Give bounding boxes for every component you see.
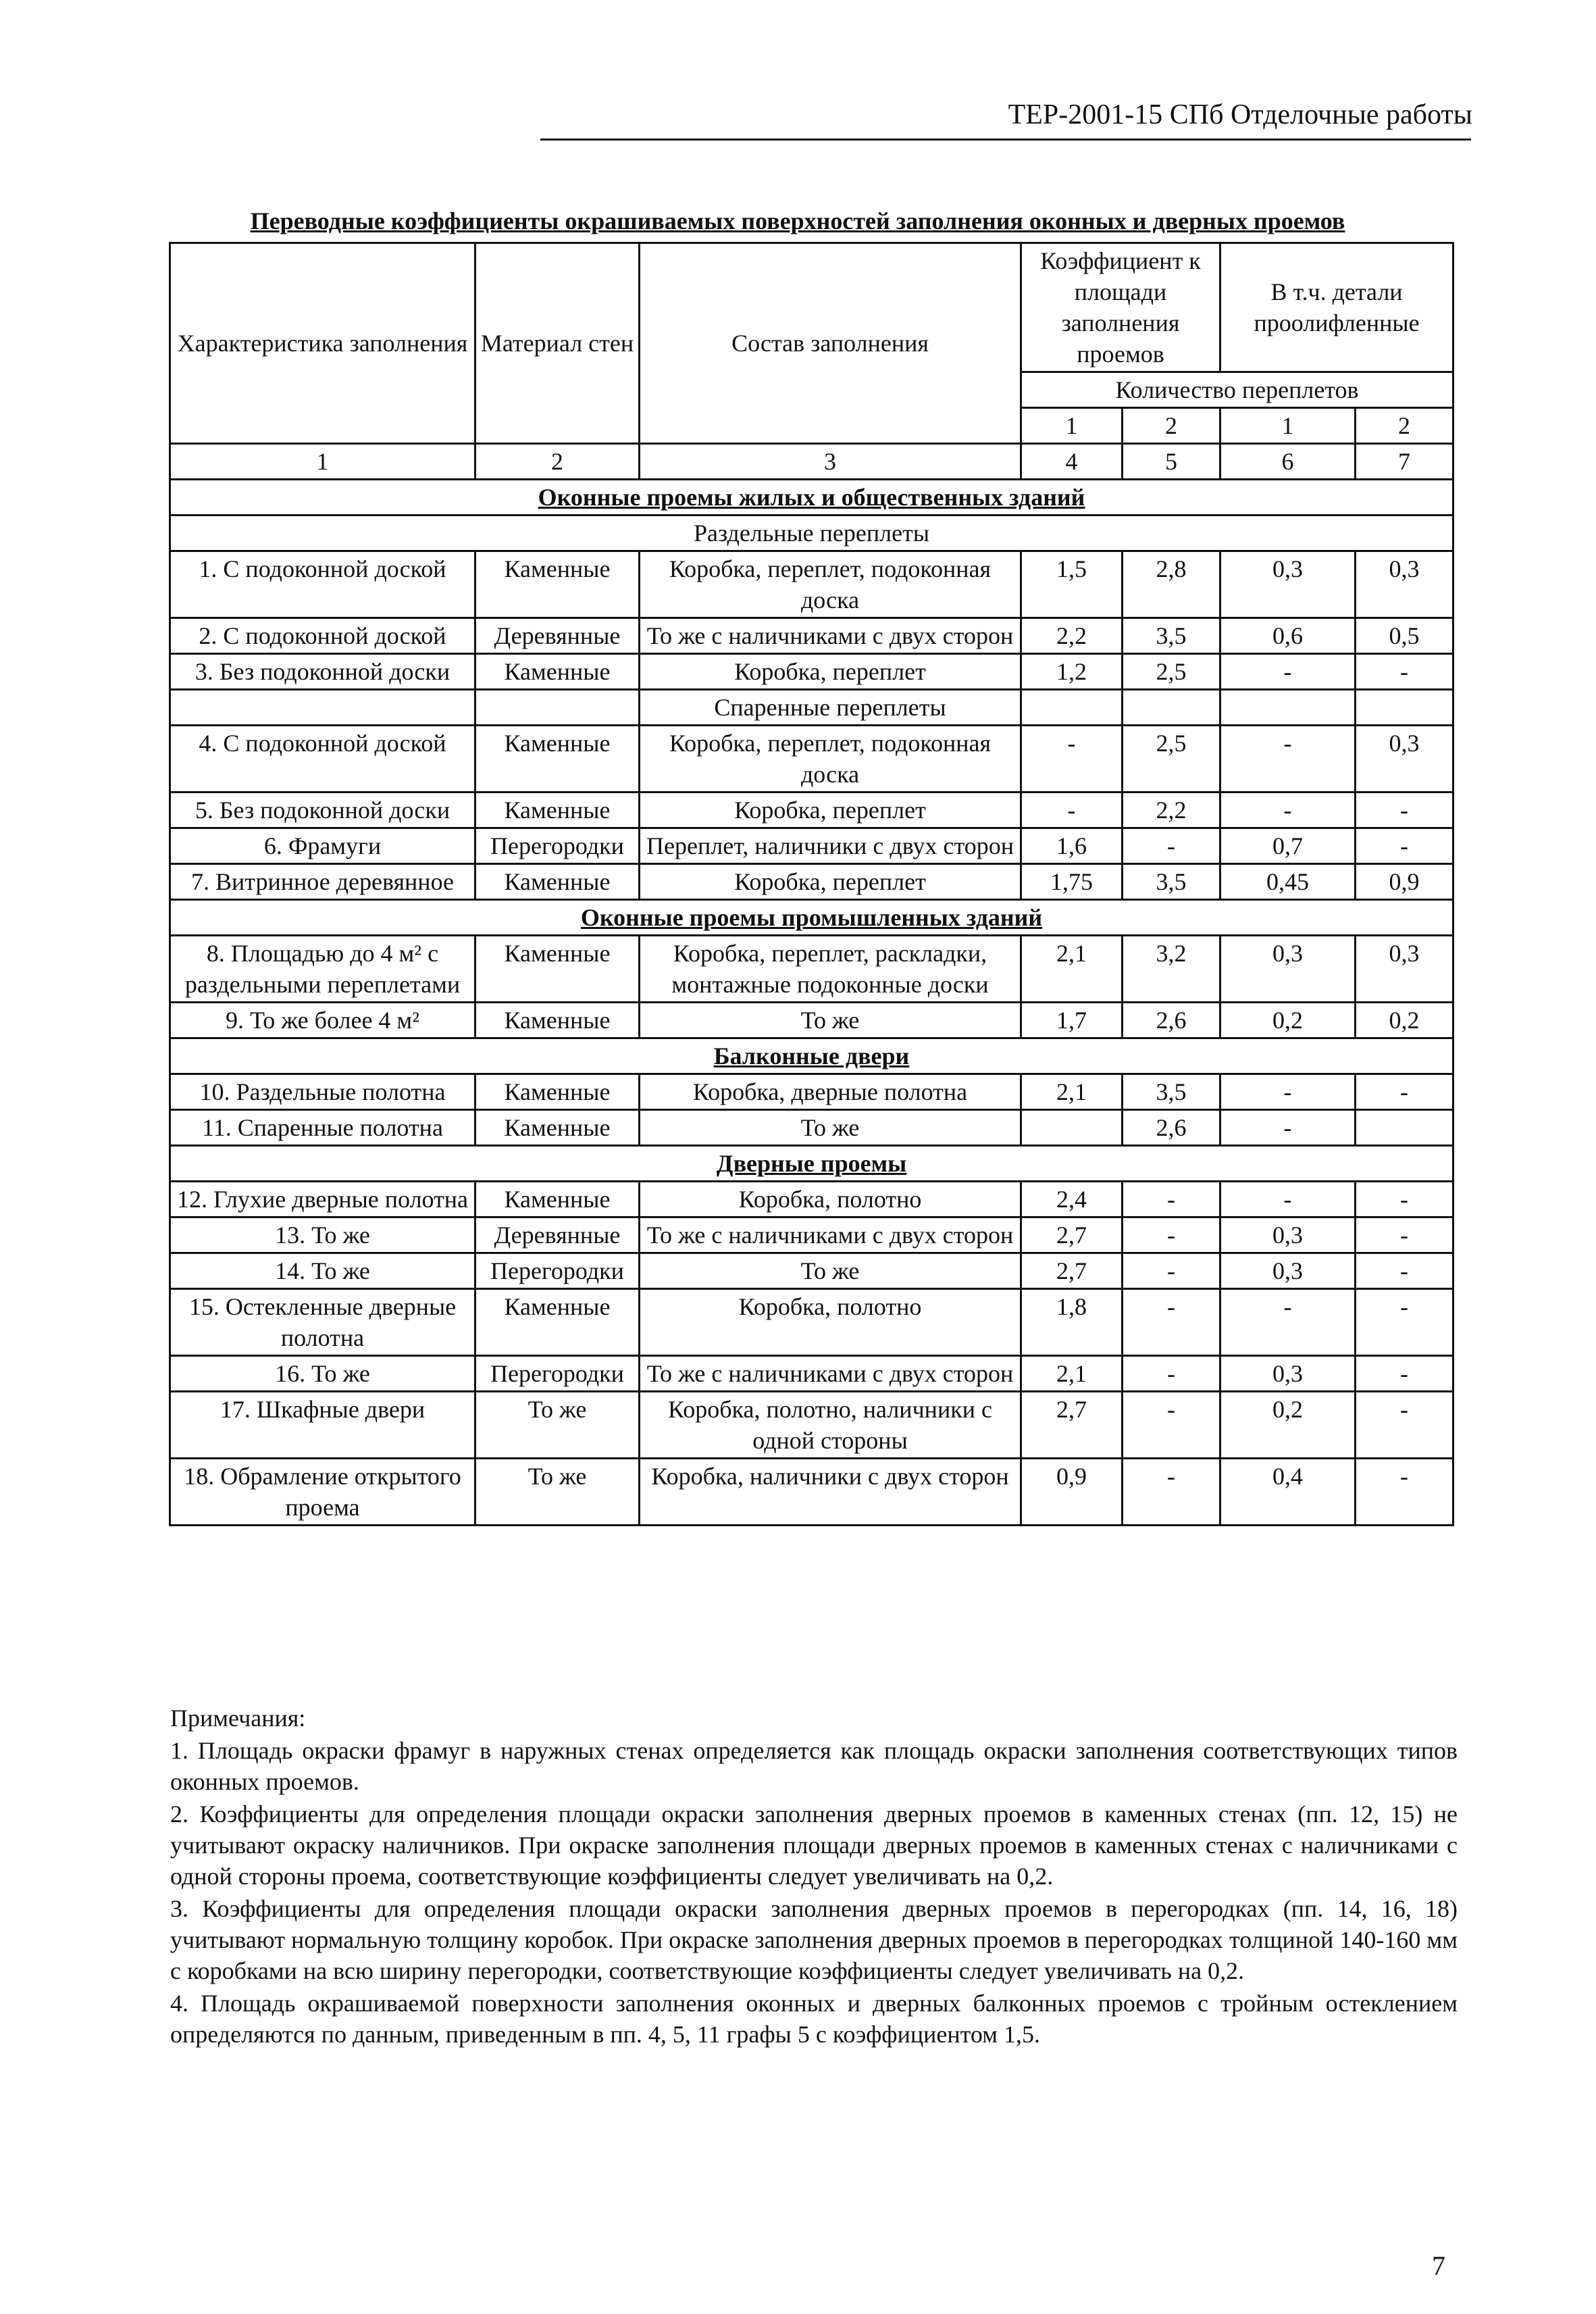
cell-composition: То же [640,1253,1021,1289]
cell-value: - [1021,793,1123,828]
cell-material: Перегородки [475,1253,640,1289]
cell-value: 2,7 [1021,1253,1123,1289]
cell-value: 2,6 [1123,1003,1220,1038]
cell-value: 0,9 [1356,864,1453,900]
cell-material: Деревянные [475,1217,640,1253]
cell-value: 1,5 [1021,551,1123,618]
cell-value: 2,6 [1123,1110,1220,1146]
cell-material: Каменные [475,654,640,690]
col-number: 1 [170,444,475,480]
table-row [170,864,1453,900]
table-row [170,1392,1453,1459]
table-row [170,793,1453,828]
cell-value: 0,3 [1220,551,1356,618]
col-header-count: Количество переплетов [1021,372,1453,408]
cell-composition: Коробка, переплет, подоконная доска [640,551,1021,618]
col-number: 3 [640,444,1021,480]
cell-value: 1,8 [1021,1289,1123,1356]
cell-characteristic: 7. Витринное деревянное [170,864,475,900]
table-row [170,1182,1453,1217]
cell-value: 3,2 [1123,936,1220,1003]
cell-value: - [1123,1182,1220,1217]
cell-composition: Переплет, наличники с двух сторон [640,828,1021,864]
table-row [170,1074,1453,1110]
cell-value: - [1356,1459,1453,1526]
col-number: 5 [1123,444,1220,480]
cell-value: - [1356,1356,1453,1392]
col-number: 4 [1021,444,1123,480]
subsection-heading: Спаренные переплеты [640,690,1021,726]
cell-value: 0,3 [1356,936,1453,1003]
document-header: ТЕР-2001-15 СПб Отделочные работы [1008,99,1472,130]
section-heading-text: Оконные проемы жилых и общественных зданий [538,484,1085,511]
table-row [170,1217,1453,1253]
notes-heading: Примечания: [170,1705,306,1732]
cell-characteristic: 17. Шкафные двери [170,1392,475,1459]
cell-material: Каменные [475,1003,640,1038]
cell-composition: Коробка, переплет [640,864,1021,900]
cell-value: 2,2 [1021,618,1123,654]
cell-value: 0,3 [1356,551,1453,618]
cell-value [1021,1110,1123,1146]
cell-value: 3,5 [1123,618,1220,654]
cell-material: Перегородки [475,828,640,864]
col-number: 6 [1220,444,1356,480]
cell-value: 2,8 [1123,551,1220,618]
cell-material: Каменные [475,551,640,618]
header-row [170,243,1453,372]
table-row [170,654,1453,690]
cell-value: - [1356,793,1453,828]
cell-value: - [1220,793,1356,828]
col-header-characteristic: Характеристика заполнения [170,243,475,444]
cell-value: - [1220,1074,1356,1110]
cell-value: 2,7 [1021,1392,1123,1459]
cell-characteristic: 11. Спаренные полотна [170,1110,475,1146]
cell-value: 1,6 [1021,828,1123,864]
cell-value: - [1356,1392,1453,1459]
cell-value: 0,2 [1356,1003,1453,1038]
cell-composition: Коробка, полотно [640,1182,1021,1217]
section-heading [170,480,1453,515]
table-row [170,936,1453,1003]
cell-characteristic: 16. То же [170,1356,475,1392]
cell-composition: Коробка, полотно [640,1289,1021,1356]
cell-composition: Коробка, переплет, раскладки, монтажные подоконные доски [640,936,1021,1003]
cell-material: Каменные [475,936,640,1003]
cell-value: 0,2 [1220,1003,1356,1038]
subsection-row [170,690,1453,726]
section-heading [170,1146,1453,1182]
cell-value: 2,2 [1123,793,1220,828]
subsection-heading: Раздельные переплеты [170,515,1453,551]
cell-material: То же [475,1392,640,1459]
cell-value: 2,1 [1021,936,1123,1003]
note-item: 2. Коэффициенты для определения площади окраски заполнения дверных проемов в каменных стенах (пп. 12, 15) не учитывают окраску наличников. При окраске заполнения площади дверных проемов в каменных стенах с наличниками с одной стороны проема, соответствующие коэффициенты следует увеличивать на 0,2. [170,1801,1458,1890]
cell-value: - [1220,726,1356,793]
cell-characteristic: 15. Остекленные дверные полотна [170,1289,475,1356]
cell-value: 1,75 [1021,864,1123,900]
cell-value: 0,45 [1220,864,1356,900]
table-row [170,1289,1453,1356]
cell-composition: Коробка, переплет, подоконная доска [640,726,1021,793]
cell-value: 3,5 [1123,1074,1220,1110]
section-row [170,900,1453,936]
section-row [170,1038,1453,1074]
cell-value: - [1356,1217,1453,1253]
col-subheader: 1 [1220,408,1356,444]
cell-value: 1,2 [1021,654,1123,690]
cell-value: - [1123,1253,1220,1289]
cell-value: - [1356,1182,1453,1217]
cell-composition: То же с наличниками с двух сторон [640,1356,1021,1392]
cell-value: - [1123,1459,1220,1526]
section-row [170,1146,1453,1182]
empty-cell [1356,690,1453,726]
cell-characteristic: 1. С подоконной доской [170,551,475,618]
cell-value: 0,2 [1220,1392,1356,1459]
col-subheader: 2 [1356,408,1453,444]
cell-characteristic: 12. Глухие дверные полотна [170,1182,475,1217]
cell-value: - [1123,1289,1220,1356]
table-row [170,1003,1453,1038]
table-row [170,828,1453,864]
cell-characteristic: 4. С подоконной доской [170,726,475,793]
cell-material: Каменные [475,793,640,828]
cell-characteristic: 18. Обрамление открытого проема [170,1459,475,1526]
cell-characteristic: 6. Фрамуги [170,828,475,864]
cell-value: 2,5 [1123,654,1220,690]
table-row [170,551,1453,618]
cell-value [1356,1110,1453,1146]
cell-value: - [1220,1182,1356,1217]
cell-composition: Коробка, переплет [640,793,1021,828]
cell-value: - [1356,654,1453,690]
cell-value: 0,3 [1220,936,1356,1003]
cell-material: Каменные [475,864,640,900]
cell-value: 0,4 [1220,1459,1356,1526]
col-header-composition: Состав заполнения [640,243,1021,444]
subsection-row [170,515,1453,551]
cell-characteristic: 9. То же более 4 м² [170,1003,475,1038]
cell-material: Каменные [475,1182,640,1217]
cell-composition: Коробка, полотно, наличники с одной стороны [640,1392,1021,1459]
cell-value: 0,3 [1356,726,1453,793]
col-number: 2 [475,444,640,480]
col-header-coef-area: Коэффициент к площади заполнения проемов [1021,243,1220,372]
cell-value: 2,7 [1021,1217,1123,1253]
cell-value: - [1220,1289,1356,1356]
col-subheader: 1 [1021,408,1123,444]
coefficients-table [169,242,1454,1526]
col-header-details: В т.ч. детали проолифленные [1220,243,1453,372]
empty-cell [1220,690,1356,726]
cell-value: 2,1 [1021,1074,1123,1110]
cell-value: - [1356,828,1453,864]
cell-material: Каменные [475,1074,640,1110]
cell-value: - [1356,1253,1453,1289]
cell-composition: Коробка, переплет [640,654,1021,690]
cell-value: 0,3 [1220,1356,1356,1392]
section-heading [170,1038,1453,1074]
col-number: 7 [1356,444,1453,480]
cell-composition: Коробка, наличники с двух сторон [640,1459,1021,1526]
column-number-row [170,444,1453,480]
cell-value: 2,1 [1021,1356,1123,1392]
cell-value: - [1220,654,1356,690]
table-row [170,618,1453,654]
cell-composition: То же с наличниками с двух сторон [640,1217,1021,1253]
cell-value: - [1356,1289,1453,1356]
cell-value: - [1123,1392,1220,1459]
cell-composition: То же с наличниками с двух сторон [640,618,1021,654]
cell-composition: То же [640,1003,1021,1038]
cell-characteristic: 3. Без подоконной доски [170,654,475,690]
cell-value: - [1356,1074,1453,1110]
cell-value: 1,7 [1021,1003,1123,1038]
cell-characteristic: 13. То же [170,1217,475,1253]
cell-composition: То же [640,1110,1021,1146]
cell-value: 0,6 [1220,618,1356,654]
section-heading [170,900,1453,936]
note-item: 1. Площадь окраски фрамуг в наружных стенах определяется как площадь окраски заполнения соответствующих типов оконных проемов. [170,1737,1458,1795]
empty-cell [475,690,640,726]
cell-material: То же [475,1459,640,1526]
table-row [170,1356,1453,1392]
table-row [170,1110,1453,1146]
table-title: Переводные коэффициенты окрашиваемых поверхностей заполнения оконных и дверных проемов [250,207,1345,234]
empty-cell [170,690,475,726]
section-heading-text: Балконные двери [713,1042,910,1070]
cell-value: 0,5 [1356,618,1453,654]
cell-characteristic: 10. Раздельные полотна [170,1074,475,1110]
cell-characteristic: 14. То же [170,1253,475,1289]
col-subheader: 2 [1123,408,1220,444]
note-item: 3. Коэффициенты для определения площади окраски заполнения дверных проемов в перегородках (пп. 14, 16, 18) учитывают нормальную толщину коробок. При окраске заполнения дверных проемов в перегородках толщиной 140-160 мм с коробками на всю ширину перегородки, соответствующие коэффициенты следует увеличивать на 0,2. [170,1895,1458,1984]
section-heading-text: Дверные проемы [716,1150,907,1177]
cell-material: Каменные [475,1110,640,1146]
cell-value: 0,9 [1021,1459,1123,1526]
cell-value: - [1123,1217,1220,1253]
cell-characteristic: 2. С подоконной доской [170,618,475,654]
cell-value: 0,3 [1220,1253,1356,1289]
table-row [170,726,1453,793]
page-number: 7 [1432,2250,1445,2281]
cell-characteristic: 5. Без подоконной доски [170,793,475,828]
cell-value: 2,5 [1123,726,1220,793]
table-row [170,1459,1453,1526]
cell-value: 0,3 [1220,1217,1356,1253]
empty-cell [1021,690,1123,726]
note-item: 4. Площадь окрашиваемой поверхности заполнения оконных и дверных балконных проемов с тройным остеклением определяются по данным, приведенным в пп. 4, 5, 11 графы 5 с коэффициентом 1,5. [170,1990,1458,2048]
cell-value: - [1021,726,1123,793]
cell-material: Каменные [475,1289,640,1356]
cell-material: Деревянные [475,618,640,654]
cell-material: Каменные [475,726,640,793]
cell-value: - [1220,1110,1356,1146]
cell-composition: Коробка, дверные полотна [640,1074,1021,1110]
empty-cell [1123,690,1220,726]
cell-value: 2,4 [1021,1182,1123,1217]
header-rule [540,139,1471,141]
cell-material: Перегородки [475,1356,640,1392]
col-header-material: Материал стен [475,243,640,444]
cell-value: 3,5 [1123,864,1220,900]
section-heading-text: Оконные проемы промышленных зданий [580,904,1043,931]
notes-block [170,1703,1458,2051]
cell-value: - [1123,1356,1220,1392]
cell-characteristic: 8. Площадью до 4 м² с раздельными переплетами [170,936,475,1003]
section-row [170,480,1453,515]
cell-value: 0,7 [1220,828,1356,864]
table-row [170,1253,1453,1289]
cell-value: - [1123,828,1220,864]
